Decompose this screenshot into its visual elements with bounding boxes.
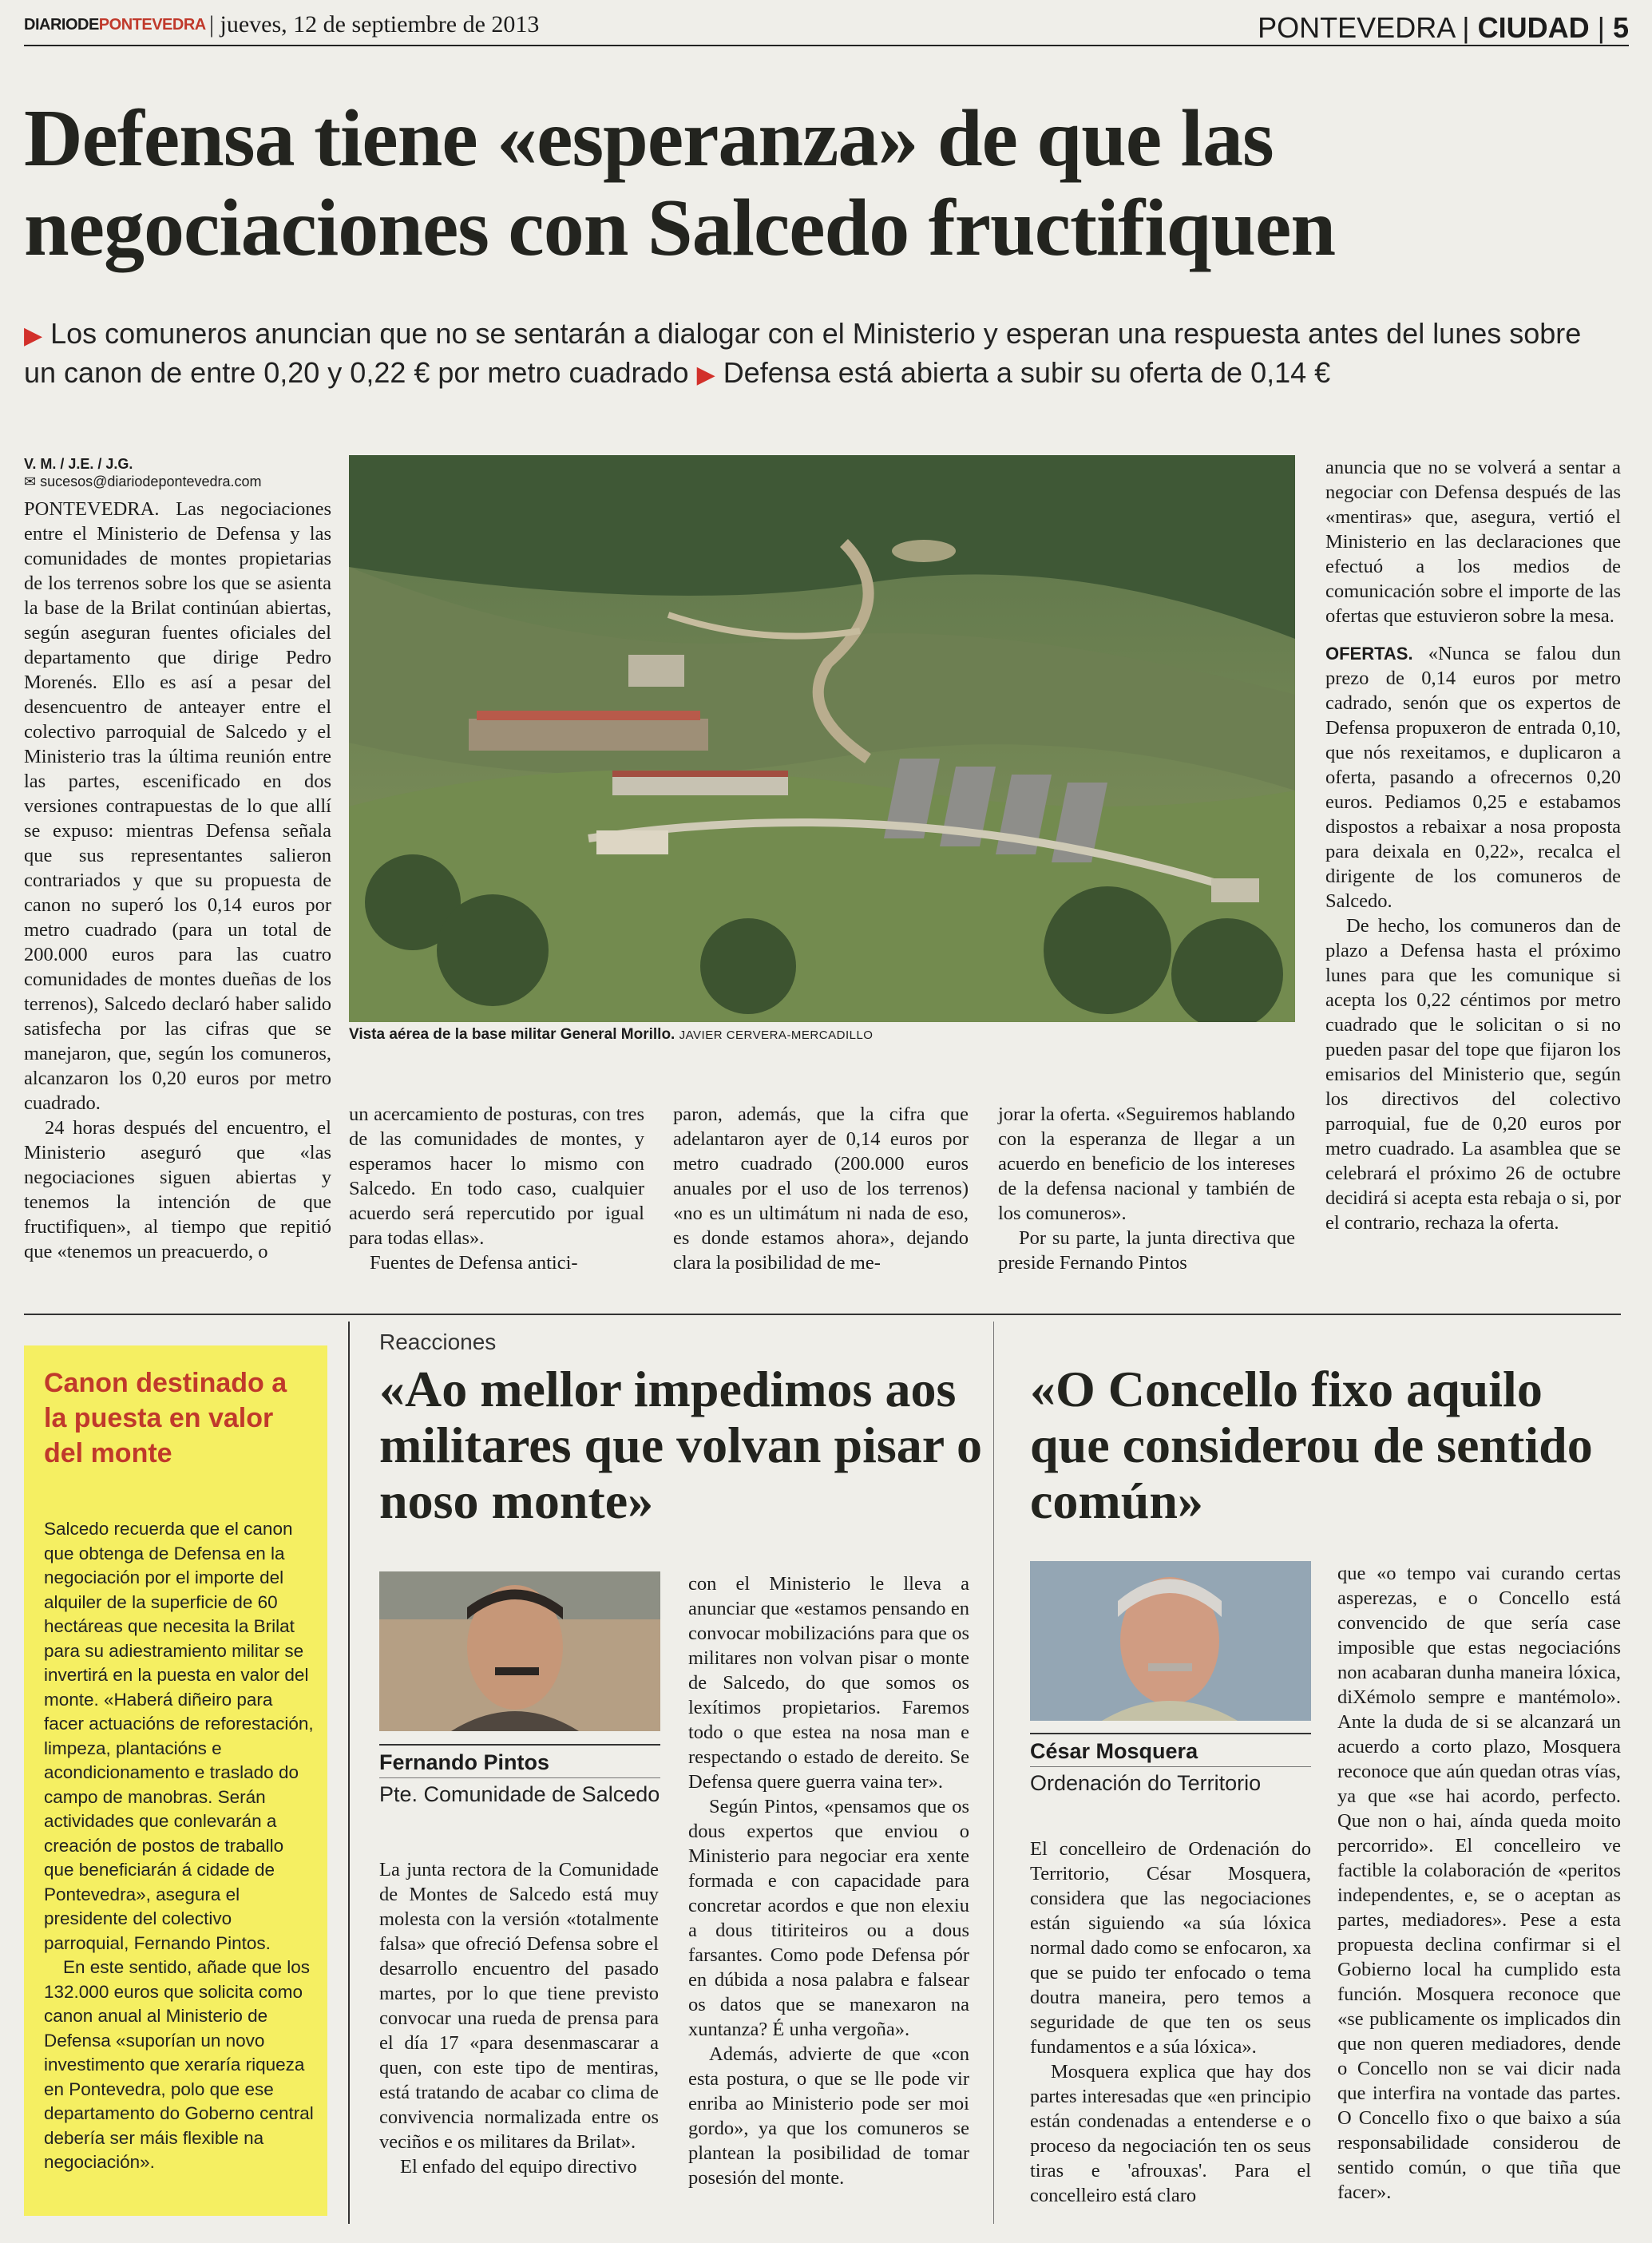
article-column-2 [349, 1102, 644, 1275]
reaction-left-column-b [688, 1571, 969, 2190]
name-rule [1030, 1766, 1311, 1767]
article-column-5 [1325, 455, 1621, 1235]
reaction-quote-right: «O Concello fixo aquilo que considerou de sentido común» [1030, 1361, 1593, 1529]
paragraph: La junta rectora de la Comunidade de Montes de Salcedo está muy molesta con la versión «totalmente falsa» que ofreció Defensa sobre el desarrollo encuentro del pasado martes, por lo que tiene previsto convocar una rueda de prensa para el día 17 «para desenmascarar a quen, con este tipo de mentiras, está tratando de acabar co clima de convivencia normalizada entre os veciños e os militares da Brilat». [379, 1859, 659, 2153]
subhead-part-2: Defensa está abierta a subir su oferta de 0,14 € [723, 356, 1331, 389]
reaction-right-column-a [1030, 1837, 1311, 2208]
reactions-label: Reacciones [379, 1330, 497, 1354]
bullet-triangle-icon: ▶ [696, 362, 715, 388]
subhead-part-1: Los comuneros anuncian que no se sentarán a dialogar con el Ministerio y esperan una respuesta antes del lunes sobre un canon de entre 0,20 y 0,22 € por metro cuadrado [24, 317, 1582, 389]
issue-date: | jueves, 12 de septiembre de 2013 [209, 11, 540, 38]
interviewee-name: Fernando Pintos [379, 1750, 550, 1774]
portrait-fernando-pintos [379, 1571, 660, 1731]
paragraph: En este sentido, añade que los 132.000 euros que solicita como canon anual al Ministerio de Defensa «suporían un novo investimento que xeraría riqueza en Pontevedra, polo que ese departamento do Goberno central debería ser máis flexible na negociación». [44, 1957, 314, 2172]
paragraph: De hecho, los comuneros dan de plazo a Defensa hasta el próximo lunes para que les comunique si acepta los 0,22 céntimos por metro cuadrado que le solicitan o si no pueden pasar del tope que fijaron los emisarios del Ministerio que, según los directivos del colectivo parroquial, fue de 0,20 euros por metro cuadrado. La asamblea que se celebrará el próximo 26 de octubre decidirá si acepta esta rebaja o si, por el contrario, rechaza la oferta. [1325, 915, 1621, 1234]
paragraph: que «o tempo vai curando certas asperezas, e o Concello está convencido de que sería case imposible que estas negociacións non acabaran dunha maneira lóxica, diXémolo sempre e mantémolo». Ante la duda de si se alcanzará un acuerdo a corto plazo, Mosquera reconoce que aún quedan otras vías, ya que «se hai acordo, perfecto. Que non o hai, aínda queda moito percorrido». El concelleiro ve factible la colaboración de «peritos independentes, e, se o aceptan as partes, mediadores». Pese a esta propuesta declina confirmar si el Gobierno local ha cumplido esta función. Mosquera reconoce que «se publicamente os implicados din que non queren mediadores, dende o Concello non se vai dicir nada que interfira na vontade das partes. O Concello fixo o que baixo a súa responsabilidade considerou de sentido común, o que tiña que facer». [1337, 1563, 1621, 2203]
name-rule [1030, 1733, 1311, 1734]
portrait-illustration [379, 1571, 660, 1731]
photo-caption [349, 1026, 1295, 1044]
section-divider [24, 1314, 1621, 1315]
article-column-4 [998, 1102, 1295, 1275]
caption-text: Vista aérea de la base militar General Morillo. [349, 1026, 675, 1043]
section-name: CIUDAD [1477, 11, 1590, 44]
sidebar-body [44, 1517, 315, 2175]
sidebar-box [24, 1345, 327, 2216]
interviewee-role: Ordenación do Territorio [1030, 1771, 1262, 1795]
column-rule [993, 1322, 994, 2224]
section-header: PONTEVEDRA | CIUDAD | 5 [1258, 11, 1629, 44]
page-number: 5 [1612, 11, 1629, 44]
paragraph: Además, advierte de que «con esta postura, o que se lle pode vir enriba ao Ministerio pode ser moi gordo», ya que los comuneros se plantean la posibilidad de tomar posesión del monte. [688, 2043, 969, 2189]
portrait-illustration [1030, 1561, 1311, 1721]
paragraph: Por su parte, la junta directiva que preside Fernando Pintos [998, 1227, 1295, 1274]
paragraph: Mosquera explica que hay dos partes interesadas que «en principio están condenadas a entenderse e o proceso da negociación ten os seus tiras e 'afrouxas'. Para el concelleiro está claro [1030, 2061, 1311, 2206]
email-icon: ✉ [24, 474, 41, 489]
portrait-cesar-mosquera [1030, 1561, 1311, 1721]
paragraph: un acercamiento de posturas, con tres de las comunidades de montes, y esperamos hacer lo mismo con Salcedo. En todo caso, cualquier acuerdo será repercutido por igual para todas ellas». [349, 1104, 644, 1249]
paragraph: con el Ministerio le lleva a anunciar que «estamos pensando en convocar mobilizacións para que os militares non volvan pisar o monte de Salcedo, do que somos os lexítimos propietarios. Faremos todo o que estea na nosa man e respectando o estado de dereito. Se Defensa quere guerra vaina ter». [688, 1573, 969, 1793]
paragraph: PONTEVEDRA. Las negociaciones entre el Ministerio de Defensa y las comunidades de montes propietarias de los terrenos sobre los que se asienta la base de la Brilat continúan abiertas, según aseguran fuentes oficiales del departamento que dirige Pedro Morenés. Ello es así a pesar del desencuentro de anteayer entre el colectivo parroquial de Salcedo y el Ministerio tras la última reunión entre las partes, escenificado en dos versiones contrapuestas de lo que allí se expuso: mientras Defensa señala que sus representantes salieron contrariados y que su propuesta de canon no superó los 0,14 euros por metro cuadrado (para un total de 200.000 euros para las cuatro comunidades de montes dueñas de los terrenos), Salcedo declaró haber salido satisfecha por las cifras que se manejaron, que, según los comuneros, alcanzaron los 0,20 euros por metro cuadrado. [24, 498, 331, 1114]
name-rule [379, 1744, 660, 1746]
byline-email: sucesos@diariodepontevedra.com [40, 474, 262, 489]
aerial-photo-military-base [349, 455, 1295, 1022]
article-subhead [24, 315, 1589, 394]
photo-credit: JAVIER CERVERA-MERCADILLO [679, 1028, 874, 1042]
photo-illustration [349, 455, 1295, 1022]
reaction-left-column-a [379, 1857, 659, 2179]
byline [24, 455, 262, 490]
interviewee-role: Pte. Comunidade de Salcedo [379, 1782, 660, 1806]
interviewee-name: César Mosquera [1030, 1739, 1198, 1763]
paragraph: «Nunca se falou dun prezo de 0,14 euros por metro cadrado, senón que os expertos de Defensa propuxeron de entrada 0,10, que nós rexeitamos, e duplicaron a oferta, pasando a ofrecernos 0,20 euros. Pediamos 0,25 e estabamos dispostos a rebaixar a nosa proposta para deixala en 0,22», recalca el dirigente de los comuneros de Salcedo. [1325, 643, 1621, 912]
masthead [24, 8, 1629, 46]
paragraph: jorar la oferta. «Seguiremos hablando con la esperanza de llegar a un acuerdo en beneficio de los intereses de la defensa nacional y también de los comuneros». [998, 1104, 1295, 1224]
reaction-quote-left: «Ao mellor impedimos aos militares que volvan pisar o noso monte» [379, 1361, 983, 1529]
paragraph: El concelleiro de Ordenación do Territorio, César Mosquera, considera que las negociaciones están siguiendo «a súa lóxica normal dado como se enfocaron, xa que se puido ter enfocado o tema doutra maneira, pero temos a seguridade de que ten os seus fundamentos e a súa lóxica». [1030, 1838, 1311, 2058]
section-kicker: OFERTAS. [1325, 644, 1413, 664]
paragraph: 24 horas después del encuentro, el Ministerio aseguró que «las negociaciones siguen abiertas y tenemos la intención de que fructifiquen», al tiempo que repitió que «tenemos un preacuerdo, o [24, 1117, 331, 1262]
paragraph: El enfado del equipo directivo [400, 2156, 637, 2178]
article-column-3 [673, 1102, 969, 1275]
headline-line-2: negociaciones con Salcedo fructifiquen [24, 183, 1336, 273]
reaction-right-column-b [1337, 1561, 1621, 2205]
byline-authors: V. M. / J.E. / J.G. [24, 456, 133, 472]
newspaper-logo: DIARIODEPONTEVEDRA [24, 16, 206, 34]
paragraph: Salcedo recuerda que el canon que obtenga de Defensa en la negociación por el importe del alquiler de la superficie de 60 hectáreas que necesita la Brilat para su adiestramiento militar se invertirá en la puesta en valor del monte. «Haberá diñeiro para facer actuacións de reforestación, limpeza, plantacións e acondicionamento e traslado do campo de manobras. Serán actividades que conlevarán a creación de postos de traballo que beneficiarán á cidade de Pontevedra», asegura el presidente del colectivo parroquial, Fernando Pintos. [44, 1519, 314, 1953]
bullet-triangle-icon: ▶ [24, 323, 43, 349]
article-column-1 [24, 497, 331, 1264]
name-rule [379, 1777, 660, 1778]
section-city: PONTEVEDRA [1258, 11, 1455, 44]
article-headline [24, 94, 1621, 273]
sidebar-title: Canon destinado a la puesta en valor del monte [44, 1368, 287, 1468]
headline-line-1: Defensa tiene «esperanza» de que las [24, 93, 1274, 184]
paragraph: Fuentes de Defensa antici- [370, 1252, 578, 1274]
paragraph: paron, además, que la cifra que adelantaron ayer de 0,14 euros por metro cuadrado (200.000 euros anuales por el uso de los terrenos) «no es un ultimátum ni nada de eso, es donde estamos ahora», dejando clara la posibilidad de me- [673, 1104, 969, 1274]
paragraph: Según Pintos, «pensamos que os dous expertos que enviou o Ministerio para negociar era xente formada e con capacidade para concretar acordos e que non elexiu a dous titiriteiros ou a dous farsantes. Como pode Defensa pór en dúbida a nosa palabra e falsear os datos que se manexaron na xuntanza? É unha vergoña». [688, 1796, 969, 2040]
column-rule [348, 1322, 350, 2224]
paragraph: anuncia que no se volverá a sentar a negociar con Defensa después de las «mentiras» que, asegura, vertió el Ministerio en las declaraciones que efectuó a los medios de comunicación sobre el importe de las ofertas que estuvieron sobre la mesa. [1325, 457, 1621, 627]
